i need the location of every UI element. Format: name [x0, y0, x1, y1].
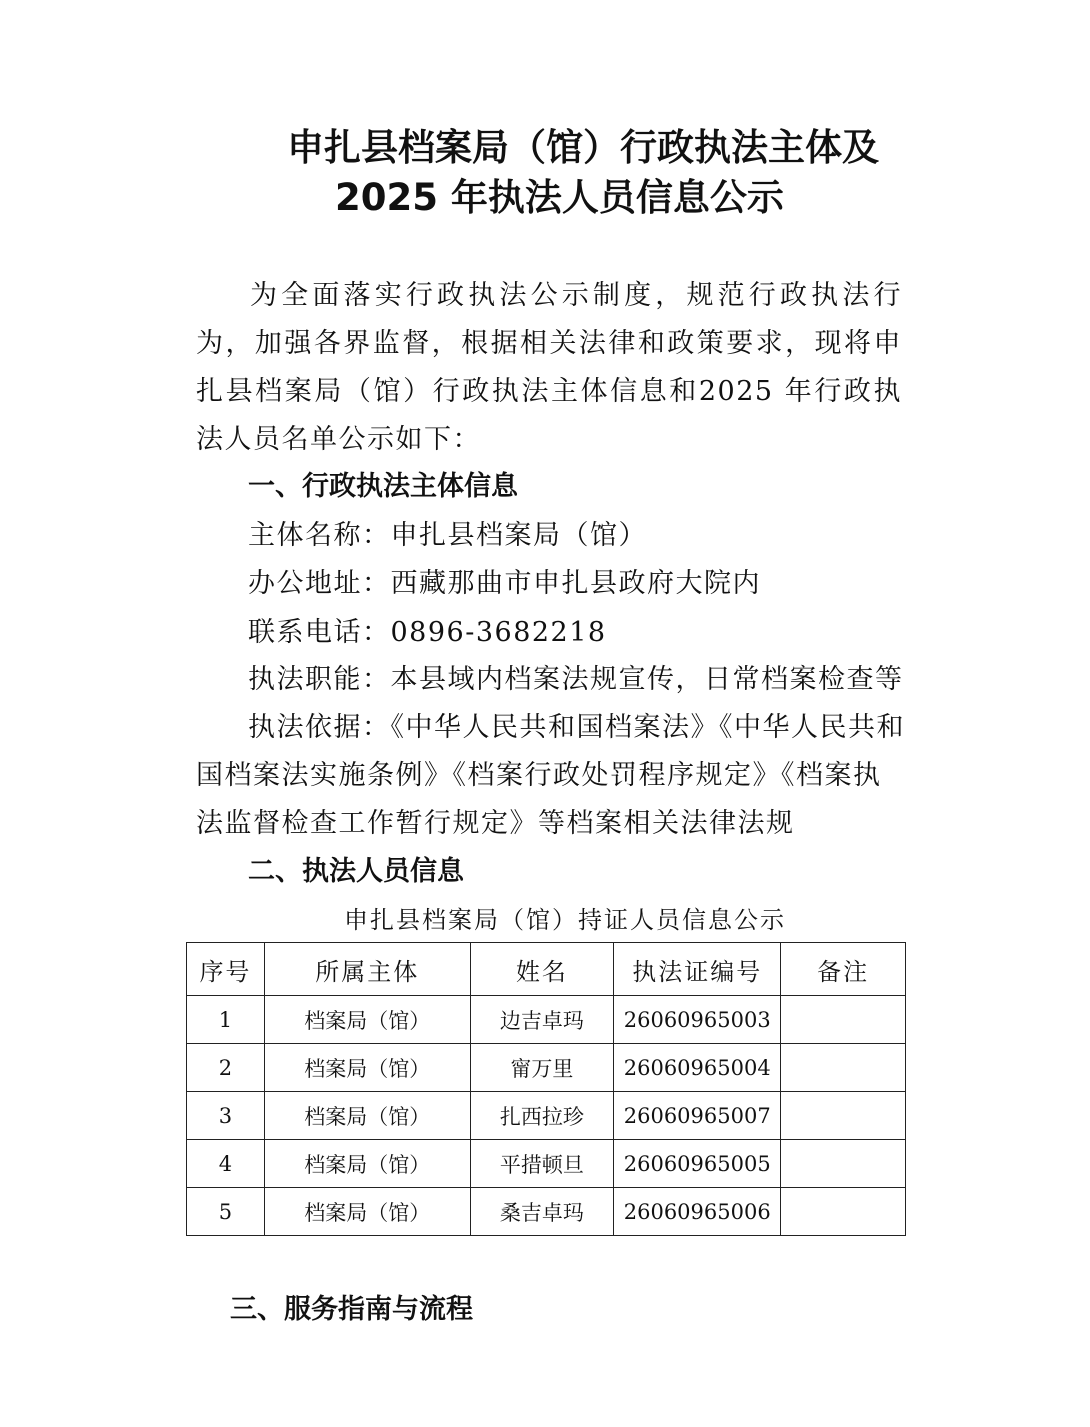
office-address: 办公地址：西藏那曲市申扎县政府大院内: [248, 568, 761, 599]
cell-index: 5: [187, 1188, 265, 1236]
cell-index: 4: [187, 1140, 265, 1188]
table-row: [187, 1092, 906, 1140]
cell-certificate: 26060965006: [614, 1188, 781, 1236]
table-row: [187, 1140, 906, 1188]
cell-remark: [781, 1140, 906, 1188]
cell-remark: [781, 1188, 906, 1236]
cell-unit: 档案局（馆）: [264, 1092, 470, 1140]
contact-phone: 联系电话：0896-3682218: [248, 617, 607, 648]
cell-name: 扎西拉珍: [470, 1092, 614, 1140]
cell-remark: [781, 1092, 906, 1140]
cell-certificate: 26060965004: [614, 1044, 781, 1092]
column-header-unit: 所属主体: [264, 943, 470, 996]
enforcement-basis-line-3: 法监督检查工作暂行规定》等档案相关法律法规: [196, 808, 795, 839]
document-title-line-2: 2025 年执法人员信息公示: [335, 176, 784, 219]
column-header-index: 序号: [187, 943, 265, 996]
intro-paragraph: 为全面落实行政执法公示制度，规范行政执法行为，加强各界监督，根据相关法律和政策要求，现将申扎县档案局（馆）行政执法主体信息和2025 年行政执法人员名单公示如下：: [196, 280, 902, 455]
enforcement-basis-line-1: 执法依据：《中华人民共和国档案法》《中华人民共和: [248, 712, 905, 743]
cell-unit: 档案局（馆）: [264, 996, 470, 1044]
enforcement-function: 执法职能：本县域内档案法规宣传，日常档案检查等: [248, 664, 904, 695]
document-title-line-1: 申扎县档案局（馆）行政执法主体及: [287, 126, 879, 169]
cell-unit: 档案局（馆）: [264, 1140, 470, 1188]
cell-unit: 档案局（馆）: [264, 1188, 470, 1236]
table-row: [187, 996, 906, 1044]
subject-name: 主体名称：申扎县档案局（馆）: [248, 520, 647, 551]
column-header-remark: 备注: [781, 943, 906, 996]
cell-certificate: 26060965007: [614, 1092, 781, 1140]
cell-index: 1: [187, 996, 265, 1044]
cell-index: 2: [187, 1044, 265, 1092]
cell-unit: 档案局（馆）: [264, 1044, 470, 1092]
cell-name: 平措顿旦: [470, 1140, 614, 1188]
section-1-heading: 一、行政执法主体信息: [248, 471, 518, 502]
table-header-row: [187, 943, 906, 996]
cell-certificate: 26060965005: [614, 1140, 781, 1188]
cell-remark: [781, 996, 906, 1044]
section-3-heading: 三、服务指南与流程: [230, 1294, 473, 1325]
column-header-certificate: 执法证编号: [614, 943, 781, 996]
cell-certificate: 26060965003: [614, 996, 781, 1044]
cell-remark: [781, 1044, 906, 1092]
personnel-table: [186, 942, 906, 1236]
table-row: [187, 1188, 906, 1236]
table-row: [187, 1044, 906, 1092]
cell-name: 桑吉卓玛: [470, 1188, 614, 1236]
cell-index: 3: [187, 1092, 265, 1140]
table-caption: 申扎县档案局（馆）持证人员信息公示: [344, 906, 786, 934]
column-header-name: 姓名: [470, 943, 614, 996]
section-2-heading: 二、执法人员信息: [248, 856, 464, 887]
cell-name: 甯万里: [470, 1044, 614, 1092]
enforcement-basis-line-2: 国档案法实施条例》《档案行政处罚程序规定》《档案执: [196, 760, 882, 791]
cell-name: 边吉卓玛: [470, 996, 614, 1044]
